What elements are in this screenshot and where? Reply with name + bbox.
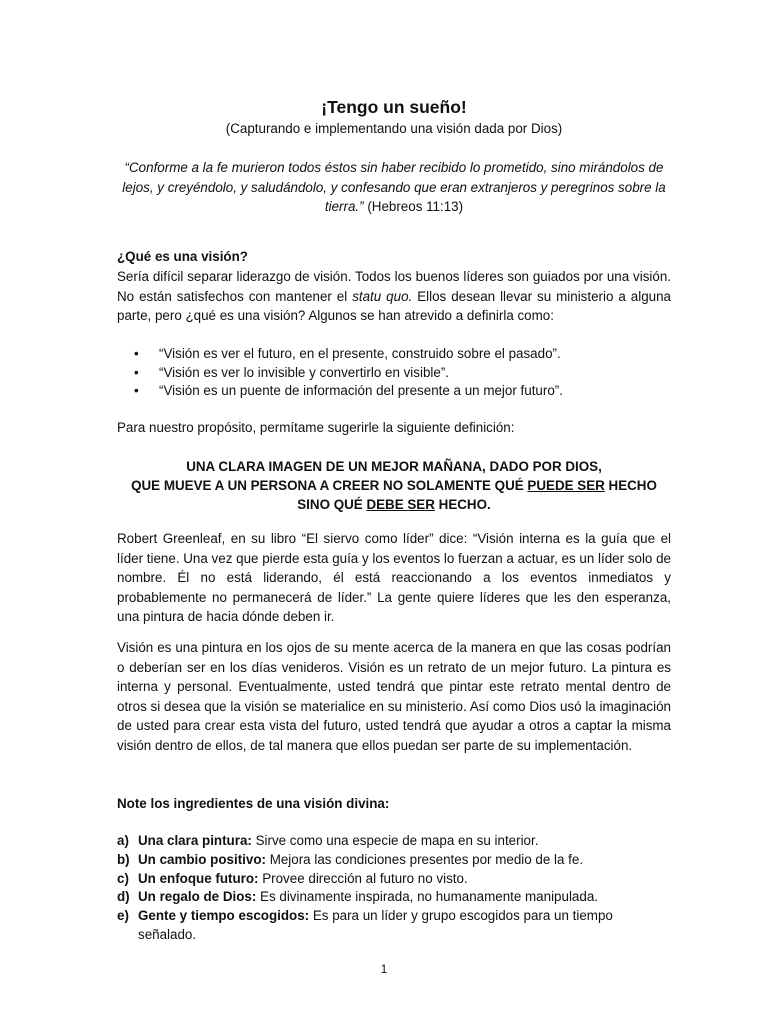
definition-line-3 [117, 495, 671, 514]
quote-text: “Conforme a la fe murieron todos éstos sin haber recibido lo prometido, sino mirándolos de lejos, y creyéndolo, y saludándolo, y confesando que eran extranjeros y peregrinos sobre la tierra.” [122, 160, 666, 214]
definition-line-1: UNA CLARA IMAGEN DE UN MEJOR MAÑANA, DADO POR DIOS, [186, 459, 602, 474]
ingredients-list [117, 832, 671, 945]
definition-line-2-end: HECHO [604, 478, 657, 493]
list-item [117, 345, 563, 364]
definition-line-3-end: HECHO. [434, 497, 491, 512]
list-item-text: “Visión es ver lo invisible y convertirlo en visible”. [159, 364, 449, 380]
paragraph-vision-painting: Visión es una pintura en los ojos de su mente acerca de la manera en que las cosas podrían o deberían ser en los días venideros. Visión es un retrato de un mejor futuro. La pintura es interna y personal. Eventualmente, usted tendrá que pintar este retrato mental dentro de otros si desea que la visión se materialice en su ministerio. Así como Dios usó la imaginación de usted para crear esta vista del futuro, usted tendrá que ayudar a otros a captar la misma visión dentro de ellos, de tal manera que ellos puedan ser parte de su implementación. [117, 640, 671, 753]
list-marker: e) [117, 908, 129, 924]
list-item-text: “Visión es ver el futuro, en el presente, construido sobre el pasado”. [159, 346, 561, 361]
list-item [117, 832, 671, 851]
ingredient-text: Es para un líder y grupo escogidos para un tiempo señalado. [138, 908, 613, 942]
list-item [117, 870, 671, 889]
paragraph-definition-intro: Para nuestro propósito, permítame sugerirle la siguiente definición: [117, 420, 515, 435]
ingredient-term: Un cambio positivo: [138, 851, 266, 867]
vision-definition [117, 457, 671, 514]
ingredient-text: Mejora las condiciones presentes por medio de la fe. [265, 851, 584, 867]
definition-line-2 [117, 476, 671, 495]
page-subtitle: (Capturando e implementando una visión dada por Dios) [225, 121, 563, 136]
underlined-debe-ser: DEBE SER [366, 497, 435, 512]
list-marker: d) [117, 889, 130, 905]
quote-reference: (Hebreos 11:13) [363, 199, 464, 214]
definition-line-3-start: SINO QUÉ [297, 497, 367, 512]
list-item [117, 888, 671, 907]
bullet-icon: • [134, 364, 139, 380]
paragraph-greenleaf: Robert Greenleaf, en su libro “El siervo como líder” dice: “Visión interna es la guía que el líder tiene. Una vez que pierde esta guía y los eventos lo fuerzan a actuar, es un líder solo de nombre. Él no está liderando, él está reaccionando a los eventos inmediatos y probablemente no permanecerá de líder.” La gente quiere líderes que les den esperanza, una pintura de hacia dónde deben ir. [117, 531, 671, 624]
definition-line-2-start: QUE MUEVE A UN PERSONA A CREER NO SOLAMENTE QUÉ [131, 478, 528, 493]
ingredient-text: Provee dirección al futuro no visto. [258, 870, 468, 886]
section-heading-ingredients: Note los ingredientes de una visión divina: [117, 796, 390, 811]
list-marker: c) [117, 870, 129, 886]
bullet-icon: • [134, 383, 139, 398]
ingredient-term: Una clara pintura: [138, 833, 252, 848]
list-marker: a) [117, 833, 129, 848]
ingredient-term: Gente y tiempo escogidos: [138, 908, 310, 924]
list-item [117, 851, 671, 870]
list-item [117, 907, 671, 945]
list-item [117, 364, 563, 383]
page-number: 1 [380, 962, 388, 976]
list-marker: b) [117, 851, 130, 867]
bible-quote [117, 158, 671, 217]
vision-definitions-list [117, 345, 563, 401]
list-item-text: “Visión es un puente de información del presente a un mejor futuro”. [159, 383, 563, 398]
list-item [117, 382, 563, 401]
section-heading-vision: ¿Qué es una visión? [117, 249, 248, 264]
ingredient-term: Un enfoque futuro: [138, 870, 259, 886]
paragraph-intro [117, 267, 671, 326]
ingredient-term: Un regalo de Dios: [138, 889, 257, 905]
statu-quo-italic: statu quo. [352, 288, 413, 304]
paragraph-intro-part1: Sería difícil separar liderazgo de visión. Todos los buenos líderes son guiados por una visión. No están satisfechos con mantener el [117, 269, 671, 304]
paragraph-intro-part2: Ellos desean llevar su ministerio a alguna parte, pero ¿qué es una visión? Algunos se han atrevido a definirla como: [117, 288, 671, 323]
ingredient-text: Sirve como una especie de mapa en su interior. [251, 833, 539, 848]
page-title: ¡Tengo un sueño! [321, 97, 467, 117]
bullet-icon: • [134, 346, 139, 361]
underlined-puede-ser: PUEDE SER [527, 478, 605, 493]
ingredient-text: Es divinamente inspirada, no humanamente manipulada. [256, 889, 598, 905]
